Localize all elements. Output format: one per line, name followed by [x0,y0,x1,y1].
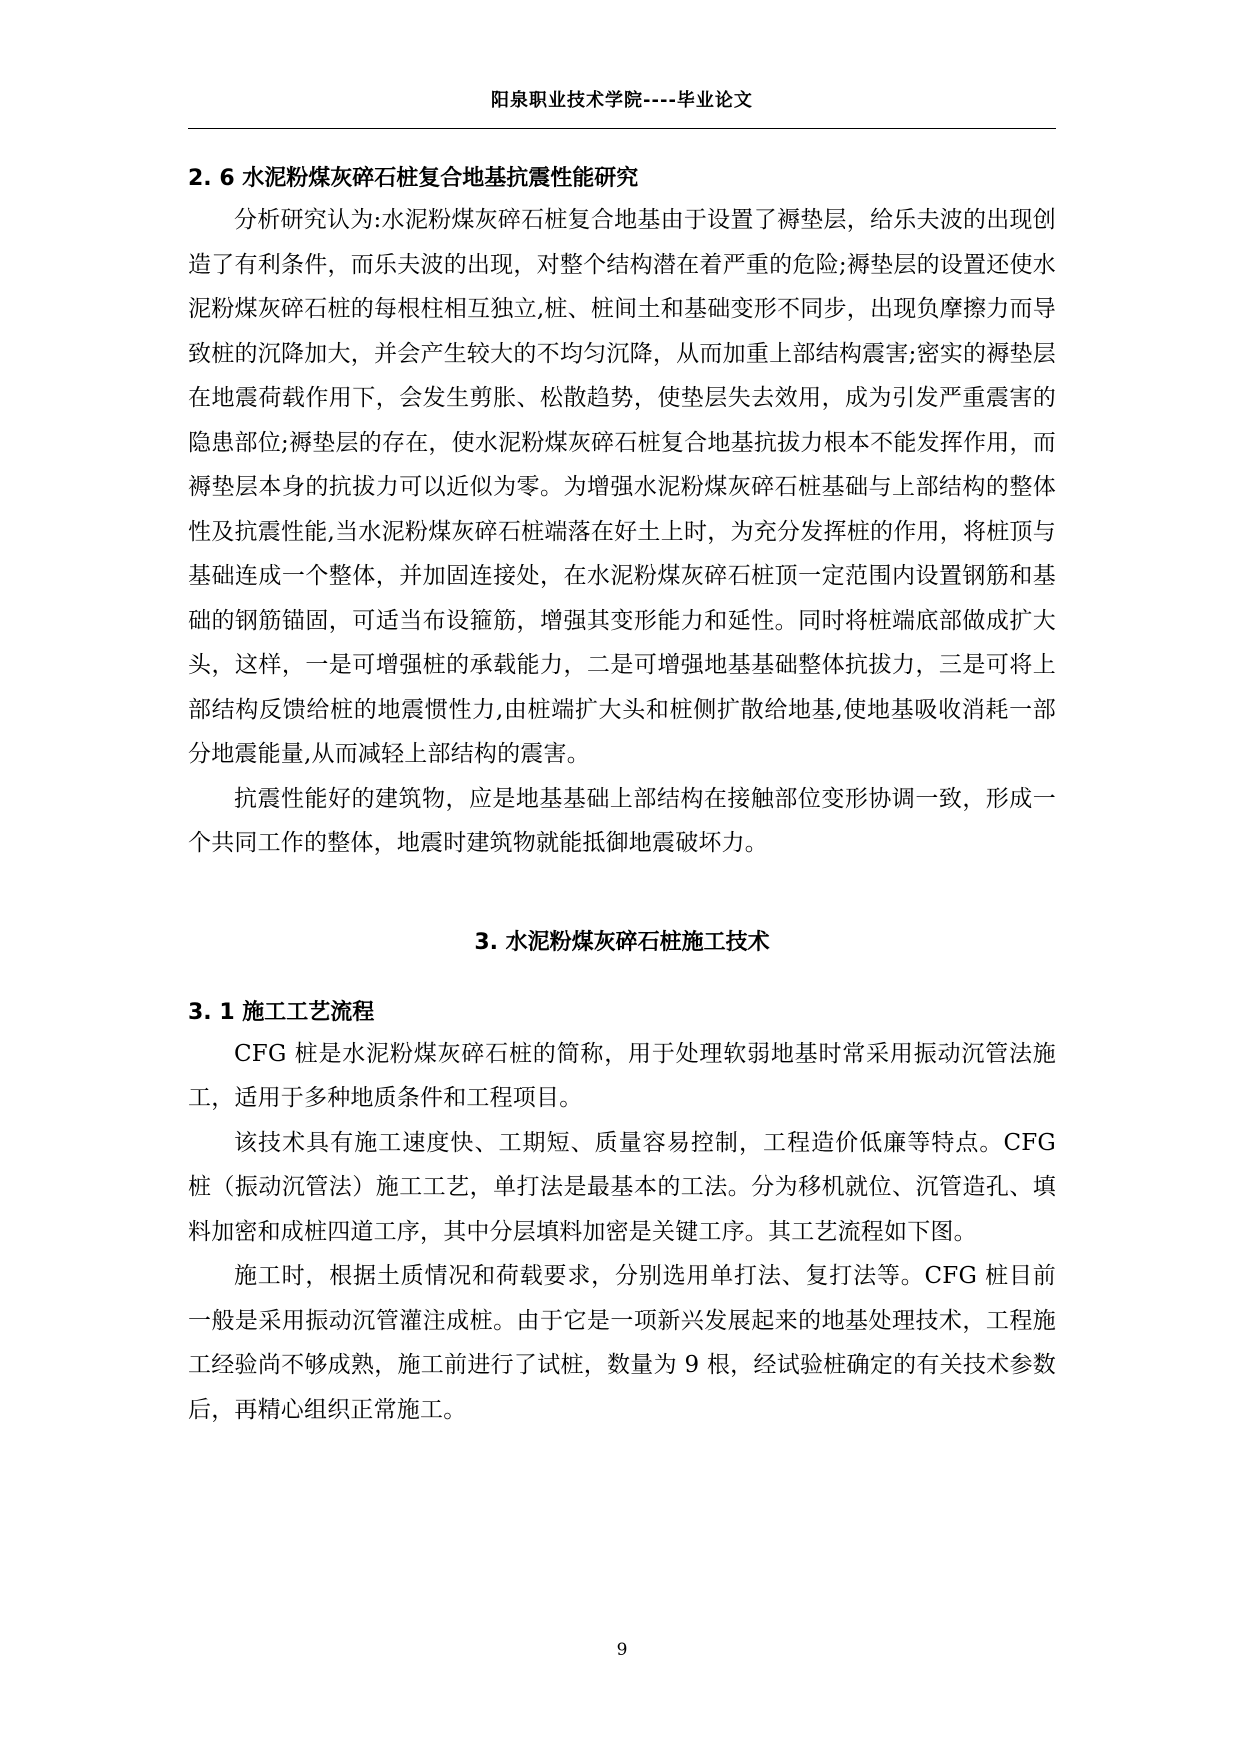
header-divider [188,128,1056,129]
section-2-6-paragraph-2: 抗震性能好的建筑物，应是地基基础上部结构在接触部位变形协调一致，形成一个共同工作的整体，地震时建筑物就能抵御地震破坏力。 [188,785,1056,856]
section-3-1-paragraph-3: 施工时，根据土质情况和荷载要求，分别选用单打法、复打法等。CFG 桩目前一般是采用振动沉管灌注成桩。由于它是一项新兴发展起来的地基处理技术，工程施工经验尚不够成熟，施工前进行了试桩，数量为 9 根，经试验桩确定的有关技术参数后，再精心组织正常施工。 [188,1263,1056,1423]
page-number: 9 [616,1640,628,1660]
section-3-1-heading: 3. 1 施工工艺流程 [188,999,375,1025]
section-3-1-paragraph-1: CFG 桩是水泥粉煤灰碎石桩的简称，用于处理软弱地基时常采用振动沉管法施工，适用于多种地质条件和工程项目。 [188,1040,1056,1111]
section-2-6-paragraph-1: 分析研究认为:水泥粉煤灰碎石桩复合地基由于设置了褥垫层，给乐夫波的出现创造了有利条件，而乐夫波的出现，对整个结构潜在着严重的危险;褥垫层的设置还使水泥粉煤灰碎石桩的每根柱相互独立,桩、桩间土和基础变形不同步，出现负摩擦力而导致桩的沉降加大，并会产生较大的不均匀沉降，从而加重上部结构震害;密实的褥垫层在地震荷载作用下，会发生剪胀、松散趋势，使垫层失去效用，成为引发严重震害的隐患部位;褥垫层的存在，使水泥粉煤灰碎石桩复合地基抗拔力根本不能发挥作用，而褥垫层本身的抗拔力可以近似为零。为增强水泥粉煤灰碎石桩基础与上部结构的整体性及抗震性能,当水泥粉煤灰碎石桩端落在好土上时，为充分发挥桩的作用，将桩顶与基础连成一个整体，并加固连接处，在水泥粉煤灰碎石桩顶一定范围内设置钢筋和基础的钢筋锚固，可适当布设箍筋，增强其变形能力和延性。同时将桩端底部做成扩大头，这样，一是可增强桩的承载能力，二是可增强地基基础整体抗拔力，三是可将上部结构反馈给桩的地震惯性力,由桩端扩大头和桩侧扩散给地基,使地基吸收消耗一部分地震能量,从而减轻上部结构的震害。 [188,207,1056,767]
document-body [188,160,1056,1432]
section-3-1-paragraph-2: 该技术具有施工速度快、工期短、质量容易控制，工程造价低廉等特点。CFG 桩（振动沉管法）施工工艺，单打法是最基本的工法。分为移机就位、沉管造孔、填料加密和成桩四道工序，其中分层填料加密是关键工序。其工艺流程如下图。 [188,1129,1056,1245]
page-header-title: 阳泉职业技术学院----毕业论文 [491,90,753,111]
section-2-6-heading: 2. 6 水泥粉煤灰碎石桩复合地基抗震性能研究 [188,166,639,191]
chapter-3-heading: 3. 水泥粉煤灰碎石桩施工技术 [474,929,770,955]
